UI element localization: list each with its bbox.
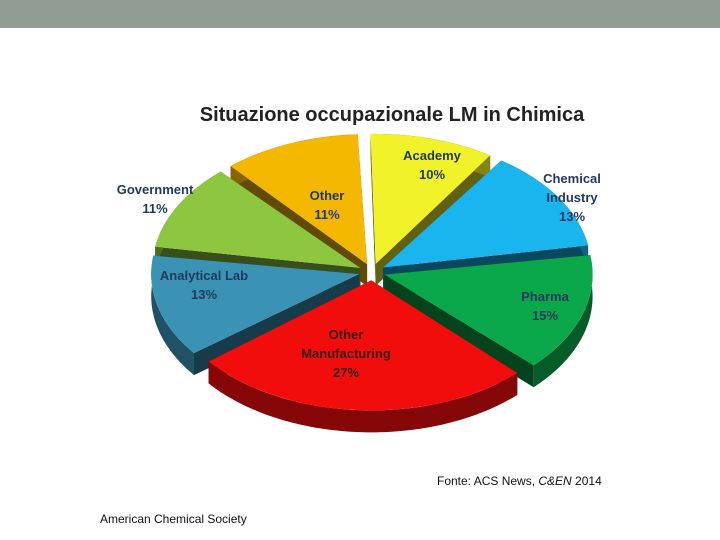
source-journal: C&EN	[538, 474, 572, 488]
slice-label-analytical-lab: Analytical Lab 13%	[159, 268, 249, 302]
slice-label-pharma: Pharma 15%	[521, 289, 569, 323]
source-note	[437, 474, 602, 488]
slice-label-other-manufacturing: Other Manufacturing 27%	[301, 327, 391, 380]
footer-text: American Chemical Society	[100, 512, 247, 526]
slice-label-government: Government 11%	[116, 182, 194, 216]
slice-label-chemical-industry: Chemical Industry 13%	[543, 171, 601, 224]
slice-label-other: Other 11%	[309, 188, 345, 222]
slice-label-academy: Academy 10%	[403, 148, 461, 182]
chart-title: Situazione occupazionale LM in Chimica	[199, 104, 585, 126]
source-prefix: Fonte: ACS News,	[437, 474, 539, 488]
source-year: 2014	[571, 474, 602, 488]
